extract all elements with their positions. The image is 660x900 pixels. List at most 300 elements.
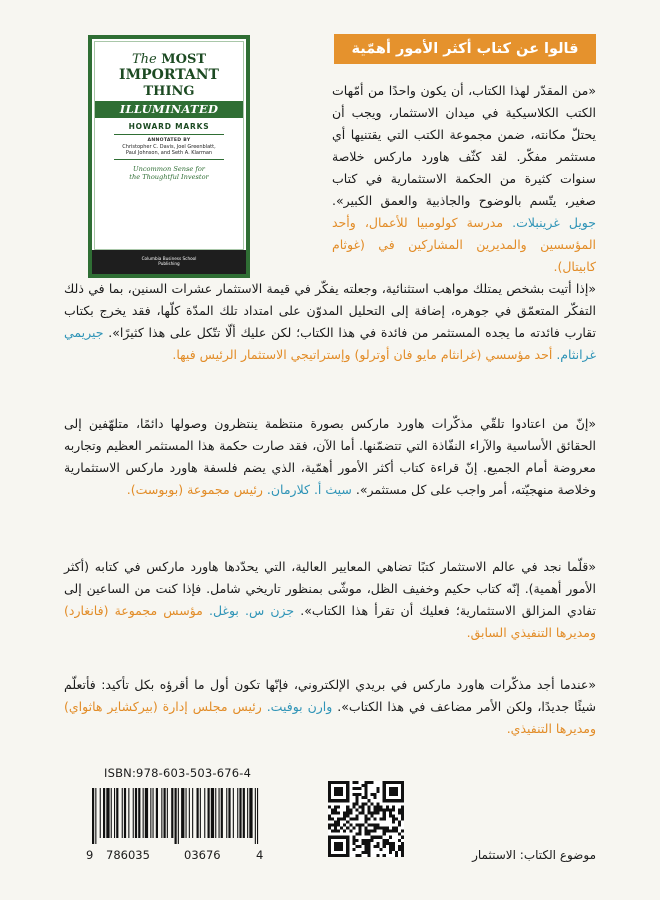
qr-module — [328, 854, 331, 857]
qr-module — [358, 787, 361, 790]
qr-module — [361, 839, 364, 842]
qr-module — [401, 854, 404, 857]
barcode-digit-group: 786035 — [106, 848, 150, 862]
qr-module — [334, 836, 337, 839]
qr-module — [340, 845, 343, 848]
qr-module — [346, 854, 349, 857]
qr-module — [383, 814, 386, 817]
qr-module — [383, 833, 386, 836]
qr-module — [371, 781, 374, 784]
barcode-bar — [103, 788, 105, 838]
barcode-digit-group: 4 — [256, 848, 264, 862]
qr-module — [395, 854, 398, 857]
qr-module — [331, 811, 334, 814]
qr-module — [392, 842, 395, 845]
qr-module — [398, 833, 401, 836]
qr-module — [340, 848, 343, 851]
qr-module — [334, 827, 337, 830]
qr-module — [364, 833, 367, 836]
qr-module — [383, 854, 386, 857]
section-banner: قالوا عن كتاب أكثر الأمور أهمّية — [334, 34, 596, 64]
qr-module — [395, 817, 398, 820]
qr-module — [346, 842, 349, 845]
qr-module — [361, 802, 364, 805]
qr-module — [395, 790, 398, 793]
barcode-bar — [255, 788, 256, 844]
qr-module — [346, 811, 349, 814]
cover-annotated-by: ANNOTATED BY — [147, 138, 191, 143]
qr-module — [395, 787, 398, 790]
qr-module — [337, 830, 340, 833]
barcode-bar — [116, 788, 118, 838]
qr-module — [340, 854, 343, 857]
qr-module — [358, 824, 361, 827]
qr-module — [380, 848, 383, 851]
qr-module — [368, 854, 371, 857]
review-author: سيث أ. كلارمان. — [266, 482, 352, 497]
qr-module — [340, 787, 343, 790]
qr-module — [334, 808, 337, 811]
qr-module — [355, 854, 358, 857]
qr-module — [337, 793, 340, 796]
qr-module — [386, 781, 389, 784]
qr-module — [358, 845, 361, 848]
qr-module — [389, 842, 392, 845]
qr-module — [346, 851, 349, 854]
barcode-bar — [106, 788, 109, 838]
barcode-bar — [128, 788, 129, 838]
qr-module — [334, 854, 337, 857]
qr-module — [352, 802, 355, 805]
qr-module — [364, 851, 367, 854]
qr-module — [358, 827, 361, 830]
qr-module — [352, 793, 355, 796]
review-5 — [64, 674, 596, 740]
qr-module — [361, 805, 364, 808]
barcode-bar — [124, 788, 126, 838]
review-author: جيريمي غرانثام. — [64, 325, 596, 362]
qr-module — [368, 851, 371, 854]
qr-module — [334, 799, 337, 802]
review-quote: «عندما أجد مذكّرات هاورد ماركس في بريدي الإلكتروني، فإنّها تكون أول ما أقرؤه بكل تأكيد: فأتعلّم شيئًا جديدًا، ولكن الأمر مضاعف في هذا الكتاب». — [64, 677, 596, 714]
barcode-bar — [150, 788, 151, 838]
qr-module — [331, 799, 334, 802]
review-quote: «قلّما نجد في عالم الاستثمار كتبًا تضاهي المعايير العالية، التي يحدّدها هاورد ماركس في كتابه (أكثر الأمور أهمية). إنّه كتاب حكيم وخفيف الظل، موشّى بمنظور تاريخي شامل. فإذا كنت من الساعين إلى تفادي المزالق الاستثمارية؛ فعليك أن تقرأ هذا الكتاب». — [64, 559, 596, 618]
barcode-bar — [156, 788, 158, 838]
review-1 — [332, 80, 596, 278]
qr-module — [361, 811, 364, 814]
qr-module — [346, 787, 349, 790]
qr-module — [374, 817, 377, 820]
review-3 — [64, 413, 596, 501]
barcode-bar — [239, 788, 241, 838]
qr-module — [361, 796, 364, 799]
qr-module — [374, 793, 377, 796]
qr-module — [368, 842, 371, 845]
qr-module — [364, 839, 367, 842]
qr-module — [377, 790, 380, 793]
qr-module — [368, 839, 371, 842]
qr-module — [358, 830, 361, 833]
qr-module — [364, 827, 367, 830]
qr-module — [328, 839, 331, 842]
qr-module — [395, 781, 398, 784]
qr-module — [349, 811, 352, 814]
qr-module — [355, 833, 358, 836]
qr-module — [334, 842, 337, 845]
qr-module — [389, 793, 392, 796]
qr-module — [346, 784, 349, 787]
qr-module — [328, 787, 331, 790]
qr-module — [398, 808, 401, 811]
qr-module — [334, 821, 337, 824]
qr-module — [395, 827, 398, 830]
qr-module — [386, 805, 389, 808]
qr-module — [355, 796, 358, 799]
qr-module — [383, 827, 386, 830]
qr-module — [368, 805, 371, 808]
qr-module — [398, 845, 401, 848]
qr-module — [398, 811, 401, 814]
barcode-bar — [228, 788, 230, 838]
qr-module — [383, 787, 386, 790]
qr-module — [392, 814, 395, 817]
qr-module — [346, 836, 349, 839]
review-author: جويل غرينبلات. — [512, 215, 596, 230]
qr-module — [355, 817, 358, 820]
review-2 — [64, 278, 596, 366]
qr-module — [383, 808, 386, 811]
qr-module — [389, 836, 392, 839]
qr-module — [401, 787, 404, 790]
barcode-bar — [237, 788, 238, 838]
qr-module — [368, 811, 371, 814]
barcode-bar — [171, 788, 173, 838]
barcode-bar — [197, 788, 199, 838]
qr-module — [328, 784, 331, 787]
review-author-role: مؤسس مجموعة (فانغارد) ومديرها التنفيذي السابق. — [64, 603, 596, 640]
qr-module — [334, 787, 337, 790]
qr-module — [328, 814, 331, 817]
qr-module — [337, 854, 340, 857]
qr-module — [401, 848, 404, 851]
qr-module — [355, 839, 358, 842]
barcode-bar — [192, 788, 193, 838]
qr-module — [380, 817, 383, 820]
cover-title-band: ILLUMINATED — [95, 101, 243, 118]
qr-module — [328, 799, 331, 802]
review-quote: «إذا أتيت بشخص يمتلك مواهب استثنائية، وجعلته يفكّر في قيمة الاستثمار عشرات السنين، بما في ذلك التفكّر المتعمّق في جوهره، إضافة إلى التحليل المدوّن على امتداد تلك المدّة كلّها، فقد يخرج بكتاب تقارب فائدته ما يجده المستثمر من فائدة في هذا الكتاب؛ لكن عليك ألّا تتّكل على هذا كثيرًا». — [64, 281, 596, 340]
qr-module — [383, 830, 386, 833]
qr-module — [383, 842, 386, 845]
qr-module — [401, 830, 404, 833]
qr-module — [331, 781, 334, 784]
qr-module — [337, 811, 340, 814]
barcode-digits — [86, 848, 266, 862]
barcode-bar — [95, 788, 96, 844]
qr-module — [340, 781, 343, 784]
qr-module — [398, 781, 401, 784]
barcode-bar — [189, 788, 190, 838]
qr-module — [377, 805, 380, 808]
qr-module — [346, 821, 349, 824]
qr-module — [343, 830, 346, 833]
qr-module — [361, 842, 364, 845]
qr-module — [355, 787, 358, 790]
qr-module — [371, 814, 374, 817]
qr-module — [328, 805, 331, 808]
qr-module — [374, 808, 377, 811]
qr-module — [340, 842, 343, 845]
qr-module — [395, 793, 398, 796]
qr-module — [337, 842, 340, 845]
qr-module — [401, 790, 404, 793]
qr-module — [389, 851, 392, 854]
qr-module — [377, 854, 380, 857]
qr-module — [395, 799, 398, 802]
barcode-bar — [204, 788, 205, 838]
qr-module — [392, 799, 395, 802]
barcode-bar — [164, 788, 166, 838]
cover-annotators: Christopher C. Davis, Joel Greenblatt, Paul Johnson, and Seth A. Klarman — [122, 144, 216, 157]
qr-module — [346, 839, 349, 842]
qr-module — [349, 817, 352, 820]
qr-module — [334, 793, 337, 796]
barcode-bar — [208, 788, 210, 838]
cover-publisher-bar — [92, 250, 246, 274]
review-author-role: رئيس مجموعة (بوبوست). — [126, 482, 263, 497]
qr-module — [364, 817, 367, 820]
barcode-bar — [215, 788, 216, 838]
qr-module — [328, 836, 331, 839]
qr-module — [340, 799, 343, 802]
qr-module — [337, 821, 340, 824]
qr-module — [364, 830, 367, 833]
qr-module — [392, 830, 395, 833]
barcode-bar — [247, 788, 248, 838]
qr-module — [386, 830, 389, 833]
qr-module — [368, 830, 371, 833]
qr-module — [380, 827, 383, 830]
qr-module — [343, 836, 346, 839]
qr-module — [368, 817, 371, 820]
qr-module — [349, 830, 352, 833]
qr-module — [368, 799, 371, 802]
qr-code-icon — [328, 781, 404, 857]
qr-module — [401, 808, 404, 811]
barcode-bar — [221, 788, 223, 838]
barcode-icon — [90, 788, 262, 844]
qr-module — [368, 824, 371, 827]
qr-module — [371, 830, 374, 833]
qr-module — [386, 799, 389, 802]
qr-module — [364, 814, 367, 817]
barcode-bar — [178, 788, 179, 844]
qr-module — [352, 842, 355, 845]
qr-module — [355, 793, 358, 796]
qr-module — [374, 824, 377, 827]
qr-module — [364, 790, 367, 793]
qr-module — [383, 839, 386, 842]
qr-module — [401, 836, 404, 839]
qr-module — [383, 845, 386, 848]
qr-module — [337, 787, 340, 790]
qr-module — [340, 836, 343, 839]
qr-module — [377, 802, 380, 805]
barcode-bar — [133, 788, 134, 838]
qr-module — [401, 845, 404, 848]
qr-module — [331, 830, 334, 833]
qr-module — [392, 781, 395, 784]
qr-module — [337, 824, 340, 827]
qr-module — [368, 781, 371, 784]
qr-module — [355, 799, 358, 802]
qr-module — [364, 793, 367, 796]
qr-module — [358, 854, 361, 857]
qr-module — [398, 824, 401, 827]
barcode-bar — [226, 788, 227, 838]
qr-module — [361, 808, 364, 811]
qr-module — [377, 842, 380, 845]
qr-module — [331, 808, 334, 811]
barcode-digit-group: 03676 — [184, 848, 221, 862]
qr-module — [364, 821, 367, 824]
qr-module — [383, 796, 386, 799]
barcode-digit-group: 9 — [86, 848, 94, 862]
book-cover-frame — [94, 41, 244, 250]
qr-module — [401, 817, 404, 820]
barcode-bar — [219, 788, 220, 838]
qr-module — [340, 827, 343, 830]
barcode-bar — [167, 788, 168, 838]
qr-module — [355, 824, 358, 827]
qr-module — [371, 836, 374, 839]
qr-module — [392, 805, 395, 808]
qr-module — [374, 830, 377, 833]
qr-module — [401, 781, 404, 784]
qr-module — [331, 817, 334, 820]
qr-module — [398, 821, 401, 824]
qr-module — [355, 781, 358, 784]
qr-module — [346, 848, 349, 851]
qr-module — [334, 824, 337, 827]
qr-module — [364, 784, 367, 787]
cover-divider-2 — [114, 159, 224, 160]
qr-module — [346, 790, 349, 793]
qr-module — [352, 827, 355, 830]
barcode-bar — [211, 788, 214, 838]
qr-module — [334, 790, 337, 793]
qr-module — [392, 808, 395, 811]
qr-module — [346, 845, 349, 848]
qr-module — [340, 790, 343, 793]
review-author: جزن س. بوغل. — [208, 603, 295, 618]
review-author: وارن بوفيت. — [266, 699, 333, 714]
qr-module — [337, 848, 340, 851]
qr-module — [328, 842, 331, 845]
qr-module — [355, 814, 358, 817]
qr-module — [364, 787, 367, 790]
book-cover-image — [88, 35, 250, 278]
qr-module — [340, 793, 343, 796]
isbn-label: ISBN:978-603-503-676-4 — [104, 766, 252, 780]
qr-module — [383, 781, 386, 784]
qr-module — [374, 811, 377, 814]
qr-module — [383, 799, 386, 802]
barcode-bar — [249, 788, 252, 838]
qr-module — [334, 830, 337, 833]
qr-module — [364, 796, 367, 799]
review-quote: «من المقدّر لهذا الكتاب، أن يكون واحدًا من أمّهات الكتب الكلاسيكية في ميدان الاستثمار، ويجب أن يحتلّ مكانته، ضمن مجموعة الكتب التي يقتنيها أي مستثمر مفكّر. لقد كثّف هاورد ماركس خلاصة سنوات كثيرة من الحكمة الاستثمارية في كتاب صغير، يتّسم بالوضوح والجاذبية والعمق الكبير». — [332, 83, 596, 208]
barcode-bar — [153, 788, 154, 838]
review-author-role: أحد مؤسسي (غرانثام مايو فان أوترلو) وإستراتيجي الاستثمار الرئيس فيها. — [172, 347, 553, 362]
qr-module — [401, 805, 404, 808]
qr-module — [337, 817, 340, 820]
qr-module — [377, 845, 380, 848]
barcode-bar — [257, 788, 258, 844]
qr-module — [334, 848, 337, 851]
qr-module — [364, 842, 367, 845]
qr-module — [334, 811, 337, 814]
qr-module — [334, 781, 337, 784]
qr-module — [328, 851, 331, 854]
review-quote: «إنّ من اعتادوا تلقّي مذكّرات هاورد ماركس بصورة منتظمة ينتظرون وصولها دائمًا، متلهّفين إلى الحقائق الأساسية والآراء النفّاذة التي تتضمّنها. أما الآن، فقد صارت حكمة هذا المستثمر العظيم وتجاربه معروضة أمام الجميع. إنّ قراءة كتاب أكثر الأمور أهمّية، الذي يضم فلسفة هاورد ماركس الاستثمارية وخلاصة منهجيّته، أمر واجب على كل مستثمر». — [64, 416, 596, 497]
qr-module — [337, 799, 340, 802]
barcode-bar — [135, 788, 137, 838]
qr-module — [395, 851, 398, 854]
qr-module — [334, 845, 337, 848]
barcode-bar — [100, 788, 101, 838]
qr-module — [389, 811, 392, 814]
qr-module — [361, 851, 364, 854]
qr-module — [337, 836, 340, 839]
qr-module — [383, 784, 386, 787]
qr-module — [392, 793, 395, 796]
qr-module — [401, 799, 404, 802]
qr-module — [392, 827, 395, 830]
qr-module — [374, 827, 377, 830]
qr-module — [401, 793, 404, 796]
qr-module — [389, 814, 392, 817]
barcode-bar — [181, 788, 184, 838]
qr-module — [343, 817, 346, 820]
cover-title-line-2: IMPORTANT — [119, 67, 219, 83]
qr-module — [340, 817, 343, 820]
barcode-bar — [114, 788, 115, 838]
qr-module — [386, 839, 389, 842]
qr-module — [328, 817, 331, 820]
cover-author: HOWARD MARKS — [128, 122, 210, 131]
qr-module — [328, 845, 331, 848]
qr-module — [401, 796, 404, 799]
qr-module — [392, 821, 395, 824]
barcode-bar — [111, 788, 112, 838]
qr-module — [377, 824, 380, 827]
qr-module — [374, 845, 377, 848]
qr-module — [352, 781, 355, 784]
barcode-bar — [145, 788, 148, 838]
qr-module — [352, 848, 355, 851]
barcode-bar — [186, 788, 187, 838]
qr-module — [337, 781, 340, 784]
qr-module — [392, 845, 395, 848]
qr-module — [352, 839, 355, 842]
qr-module — [361, 824, 364, 827]
qr-module — [389, 830, 392, 833]
cover-title-line-3: THING — [143, 84, 195, 99]
barcode-bar — [138, 788, 140, 838]
qr-module — [346, 827, 349, 830]
